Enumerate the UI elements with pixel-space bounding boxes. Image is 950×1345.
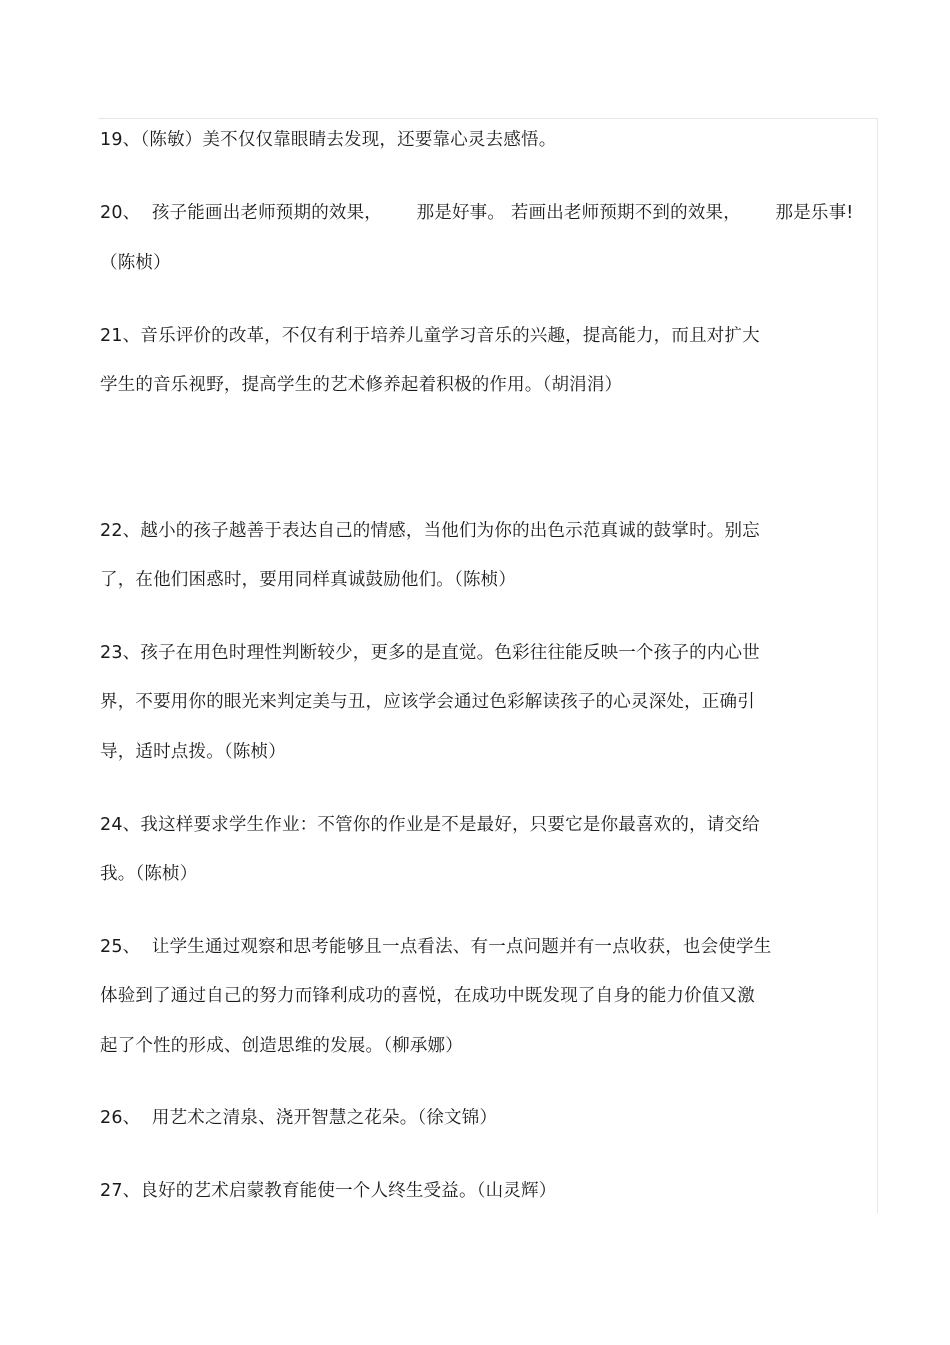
item-22-line-2: 了，在他们困惑时，要用同样真诚鼓励他们。（陈桢） [100,570,517,590]
item-22-line-1: 22、越小的孩子越善于表达自己的情感，当他们为你的出色示范真诚的鼓掌时。别忘 [100,521,760,541]
item-19-line-1: 19、（陈敏）美不仅仅靠眼睛去发现，还要靠心灵去感悟。 [100,130,557,150]
item-25-line-3: 起了个性的形成、创造思维的发展。（柳承娜） [100,1036,463,1056]
item-23-line-2: 界，不要用你的眼光来判定美与丑，应该学会通过色彩解读孩子的心灵深处，正确引 [100,692,755,712]
item-20-line-1: 20、 孩子能画出老师预期的效果， 那是好事。 若画出老师预期不到的效果， 那是乐事! [100,203,854,223]
item-24-line-2: 我。（陈桢） [100,864,198,884]
item-23-line-3: 导，适时点拨。（陈桢） [100,742,286,762]
item-20-line-2: （陈桢） [100,253,171,273]
item-24-line-1: 24、我这样要求学生作业：不管你的作业是不是最好，只要它是你最喜欢的，请交给 [100,815,760,835]
item-25-line-2: 体验到了通过自己的努力而锋利成功的喜悦，在成功中既发现了自身的能力价值又激 [100,986,755,1006]
item-21-line-2: 学生的音乐视野，提高学生的艺术修养起着积极的作用。（胡涓涓） [100,375,623,395]
item-25-line-1: 25、 让学生通过观察和思考能够且一点看法、有一点问题并有一点收获，也会使学生 [100,937,772,957]
right-border-line [877,118,878,1213]
item-26-line-1: 26、 用艺术之清泉、浇开智慧之花朵。（徐文锦） [100,1108,498,1128]
top-border-line [98,118,878,119]
item-23-line-1: 23、孩子在用色时理性判断较少，更多的是直觉。色彩往往能反映一个孩子的内心世 [100,643,760,663]
item-27-line-1: 27、良好的艺术启蒙教育能使一个人终生受益。（山灵辉） [100,1181,557,1201]
item-21-line-1: 21、音乐评价的改革，不仅有利于培养儿童学习音乐的兴趣，提高能力，而且对扩大 [100,326,760,346]
